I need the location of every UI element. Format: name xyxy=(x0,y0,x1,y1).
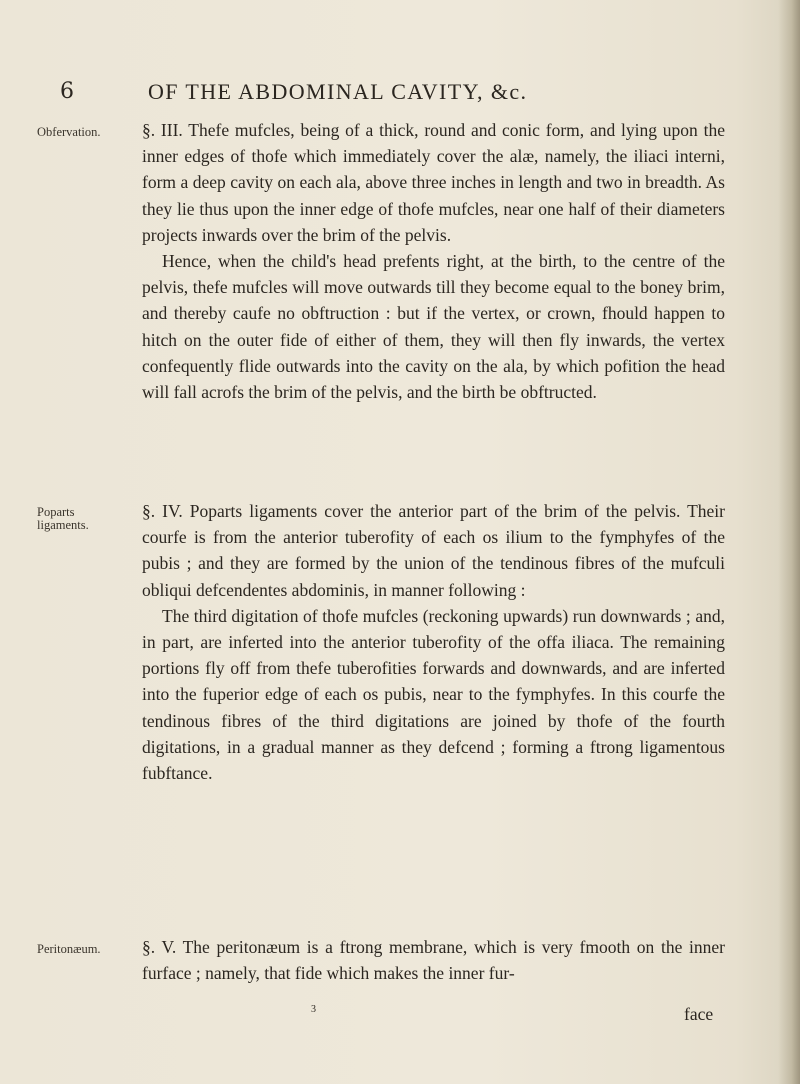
margin-note-peritonaeum: Peritonæum. xyxy=(37,942,101,956)
section-iv xyxy=(142,498,725,786)
section-v xyxy=(142,934,725,986)
margin-note-poparts-ligaments: Poparts ligaments. xyxy=(37,505,89,532)
page-edge-shadow xyxy=(778,0,800,1084)
signature-mark: 3 xyxy=(311,1004,316,1015)
margin-note-observation: Obfervation. xyxy=(37,125,101,139)
catchword: face xyxy=(684,1004,714,1024)
paragraph: §. IV. Poparts ligaments cover the anterior part of the brim of the pelvis. Their courfe is from the anterior tuberofity of each os ilium to the fymphyfes of the pubis ; and they are formed by the union of the tendinous fibres of the mufculi obliqui defcendentes abdominis, in manner following : xyxy=(142,501,725,600)
section-iii xyxy=(142,117,725,405)
paragraph: §. III. Thefe mufcles, being of a thick, round and conic form, and lying upon the inner edges of thofe which immediately cover the alæ, namely, the iliaci interni, form a deep cavity on each ala, above three inches in length and two in breadth. As they lie thus upon the inner edge of thofe mufcles, near one half of their diameters projects inwards over the brim of the pelvis. xyxy=(142,120,725,245)
paragraph: Hence, when the child's head prefents right, at the birth, to the centre of the pelvis, thefe mufcles will move outwards till they become equal to the boney brim, and thereby caufe no obftruction : but if the vertex, or crown, fhould happen to hitch on the outer fide of either of them, they will then fly inwards, the vertex confequently flide outwards into the cavity on the ala, by which pofition the head will fall acrofs the brim of the pelvis, and the birth be obftructed. xyxy=(142,251,725,403)
paragraph: The third digitation of thofe mufcles (reckoning upwards) run downwards ; and, in part, are inferted into the anterior tuberofity of the offa iliaca. The remaining portions fly off from thefe tuberofities forwards and downwards, and are inferted into the fuperior edge of each os pubis, near to the fymphyfes. In this courfe the tendinous fibres of the third digitations are joined by thofe of the fourth digitations, in a gradual manner as they defcend ; forming a ftrong ligamentous fubftance. xyxy=(142,605,725,784)
page-number: 6 xyxy=(60,79,74,104)
running-head: OF THE ABDOMINAL CAVITY, &c. xyxy=(148,79,528,104)
paragraph: §. V. The peritonæum is a ftrong membrane, which is very fmooth on the inner furface ; namely, that fide which makes the inner fur- xyxy=(142,937,725,984)
page-header xyxy=(60,78,740,108)
